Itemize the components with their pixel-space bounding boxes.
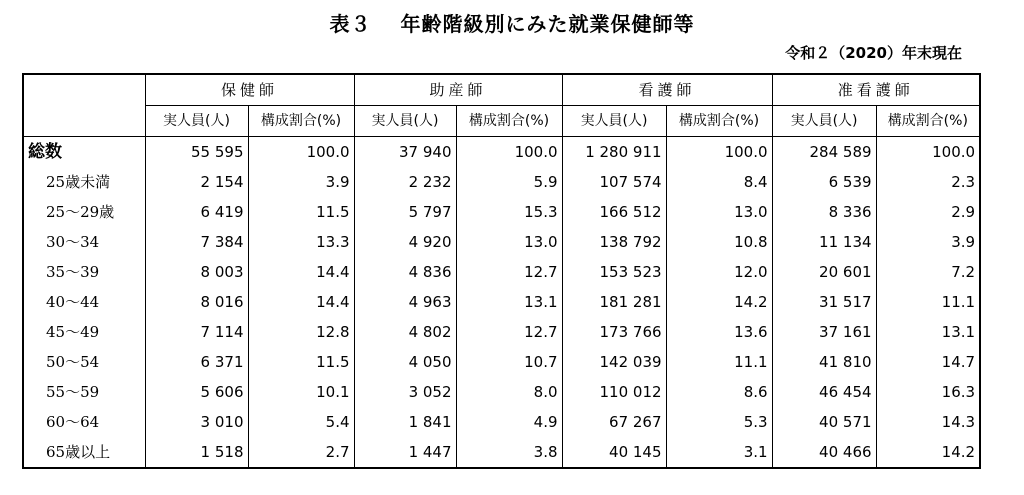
count-cell: 7 114 <box>145 317 248 347</box>
col-header-count: 実人員(人) <box>145 106 248 137</box>
table-body <box>23 137 980 469</box>
ratio-cell: 5.3 <box>666 407 772 437</box>
ratio-cell: 14.2 <box>666 287 772 317</box>
ratio-cell: 3.8 <box>456 437 562 468</box>
count-cell: 67 267 <box>562 407 666 437</box>
count-cell: 55 595 <box>145 137 248 168</box>
count-cell: 31 517 <box>772 287 876 317</box>
ratio-cell: 13.1 <box>876 317 980 347</box>
row-label: 45～49 <box>23 317 145 347</box>
ratio-cell: 100.0 <box>456 137 562 168</box>
row-label: 55～59 <box>23 377 145 407</box>
ratio-cell: 3.9 <box>248 167 354 197</box>
ratio-cell: 12.7 <box>456 257 562 287</box>
ratio-cell: 100.0 <box>666 137 772 168</box>
ratio-cell: 8.4 <box>666 167 772 197</box>
table-row <box>23 287 980 317</box>
count-cell: 1 518 <box>145 437 248 468</box>
row-label: 総数 <box>23 137 145 168</box>
count-cell: 5 797 <box>354 197 456 227</box>
count-cell: 166 512 <box>562 197 666 227</box>
table-row <box>23 347 980 377</box>
employment-table <box>22 73 981 469</box>
ratio-cell: 100.0 <box>248 137 354 168</box>
count-cell: 37 940 <box>354 137 456 168</box>
count-cell: 2 232 <box>354 167 456 197</box>
ratio-cell: 14.7 <box>876 347 980 377</box>
ratio-cell: 2.7 <box>248 437 354 468</box>
count-cell: 3 052 <box>354 377 456 407</box>
ratio-cell: 10.7 <box>456 347 562 377</box>
count-cell: 4 802 <box>354 317 456 347</box>
count-cell: 4 920 <box>354 227 456 257</box>
table-row <box>23 227 980 257</box>
ratio-cell: 16.3 <box>876 377 980 407</box>
count-cell: 1 280 911 <box>562 137 666 168</box>
ratio-cell: 13.1 <box>456 287 562 317</box>
row-label: 35～39 <box>23 257 145 287</box>
table-title: 表３ 年齢階級別にみた就業保健師等 <box>329 12 695 36</box>
table-row <box>23 257 980 287</box>
count-cell: 1 447 <box>354 437 456 468</box>
ratio-cell: 13.0 <box>456 227 562 257</box>
ratio-cell: 14.2 <box>876 437 980 468</box>
sub-header-row <box>23 106 980 137</box>
col-header-count: 実人員(人) <box>562 106 666 137</box>
ratio-cell: 11.1 <box>876 287 980 317</box>
ratio-cell: 10.8 <box>666 227 772 257</box>
ratio-cell: 15.3 <box>456 197 562 227</box>
ratio-cell: 14.4 <box>248 257 354 287</box>
row-label: 25歳未満 <box>23 167 145 197</box>
group-header: 看護師 <box>562 74 772 106</box>
ratio-cell: 12.8 <box>248 317 354 347</box>
ratio-cell: 5.4 <box>248 407 354 437</box>
count-cell: 41 810 <box>772 347 876 377</box>
ratio-cell: 2.3 <box>876 167 980 197</box>
count-cell: 8 336 <box>772 197 876 227</box>
ratio-cell: 10.1 <box>248 377 354 407</box>
row-label: 40～44 <box>23 287 145 317</box>
group-header-row <box>23 74 980 106</box>
count-cell: 107 574 <box>562 167 666 197</box>
group-header: 准看護師 <box>772 74 980 106</box>
table-row <box>23 137 980 168</box>
ratio-cell: 7.2 <box>876 257 980 287</box>
corner-cell <box>23 106 145 137</box>
count-cell: 6 371 <box>145 347 248 377</box>
count-cell: 4 050 <box>354 347 456 377</box>
ratio-cell: 8.0 <box>456 377 562 407</box>
count-cell: 110 012 <box>562 377 666 407</box>
ratio-cell: 5.9 <box>456 167 562 197</box>
ratio-cell: 12.7 <box>456 317 562 347</box>
count-cell: 37 161 <box>772 317 876 347</box>
count-cell: 40 571 <box>772 407 876 437</box>
col-header-ratio: 構成割合(%) <box>876 106 980 137</box>
as-of-date: 令和２（2020）年末現在 <box>785 44 962 62</box>
table-row <box>23 377 980 407</box>
count-cell: 6 539 <box>772 167 876 197</box>
count-cell: 153 523 <box>562 257 666 287</box>
count-cell: 1 841 <box>354 407 456 437</box>
ratio-cell: 14.4 <box>248 287 354 317</box>
count-cell: 138 792 <box>562 227 666 257</box>
row-label: 50～54 <box>23 347 145 377</box>
count-cell: 4 836 <box>354 257 456 287</box>
ratio-cell: 100.0 <box>876 137 980 168</box>
ratio-cell: 14.3 <box>876 407 980 437</box>
table-row <box>23 437 980 468</box>
corner-cell <box>23 74 145 106</box>
row-label: 30～34 <box>23 227 145 257</box>
ratio-cell: 13.6 <box>666 317 772 347</box>
ratio-cell: 11.5 <box>248 197 354 227</box>
col-header-ratio: 構成割合(%) <box>248 106 354 137</box>
count-cell: 40 145 <box>562 437 666 468</box>
group-header: 助産師 <box>354 74 562 106</box>
ratio-cell: 11.5 <box>248 347 354 377</box>
ratio-cell: 12.0 <box>666 257 772 287</box>
ratio-cell: 8.6 <box>666 377 772 407</box>
table-row <box>23 197 980 227</box>
group-header: 保健師 <box>145 74 354 106</box>
table-row <box>23 407 980 437</box>
count-cell: 2 154 <box>145 167 248 197</box>
table-row <box>23 167 980 197</box>
ratio-cell: 2.9 <box>876 197 980 227</box>
col-header-count: 実人員(人) <box>354 106 456 137</box>
count-cell: 5 606 <box>145 377 248 407</box>
col-header-ratio: 構成割合(%) <box>456 106 562 137</box>
ratio-cell: 13.0 <box>666 197 772 227</box>
count-cell: 8 016 <box>145 287 248 317</box>
count-cell: 284 589 <box>772 137 876 168</box>
col-header-ratio: 構成割合(%) <box>666 106 772 137</box>
count-cell: 3 010 <box>145 407 248 437</box>
row-label: 60～64 <box>23 407 145 437</box>
count-cell: 7 384 <box>145 227 248 257</box>
count-cell: 6 419 <box>145 197 248 227</box>
ratio-cell: 3.1 <box>666 437 772 468</box>
ratio-cell: 11.1 <box>666 347 772 377</box>
count-cell: 46 454 <box>772 377 876 407</box>
count-cell: 173 766 <box>562 317 666 347</box>
ratio-cell: 4.9 <box>456 407 562 437</box>
count-cell: 8 003 <box>145 257 248 287</box>
count-cell: 11 134 <box>772 227 876 257</box>
ratio-cell: 13.3 <box>248 227 354 257</box>
count-cell: 181 281 <box>562 287 666 317</box>
row-label: 25～29歳 <box>23 197 145 227</box>
row-label: 65歳以上 <box>23 437 145 468</box>
count-cell: 4 963 <box>354 287 456 317</box>
count-cell: 142 039 <box>562 347 666 377</box>
count-cell: 20 601 <box>772 257 876 287</box>
ratio-cell: 3.9 <box>876 227 980 257</box>
count-cell: 40 466 <box>772 437 876 468</box>
col-header-count: 実人員(人) <box>772 106 876 137</box>
table-row <box>23 317 980 347</box>
